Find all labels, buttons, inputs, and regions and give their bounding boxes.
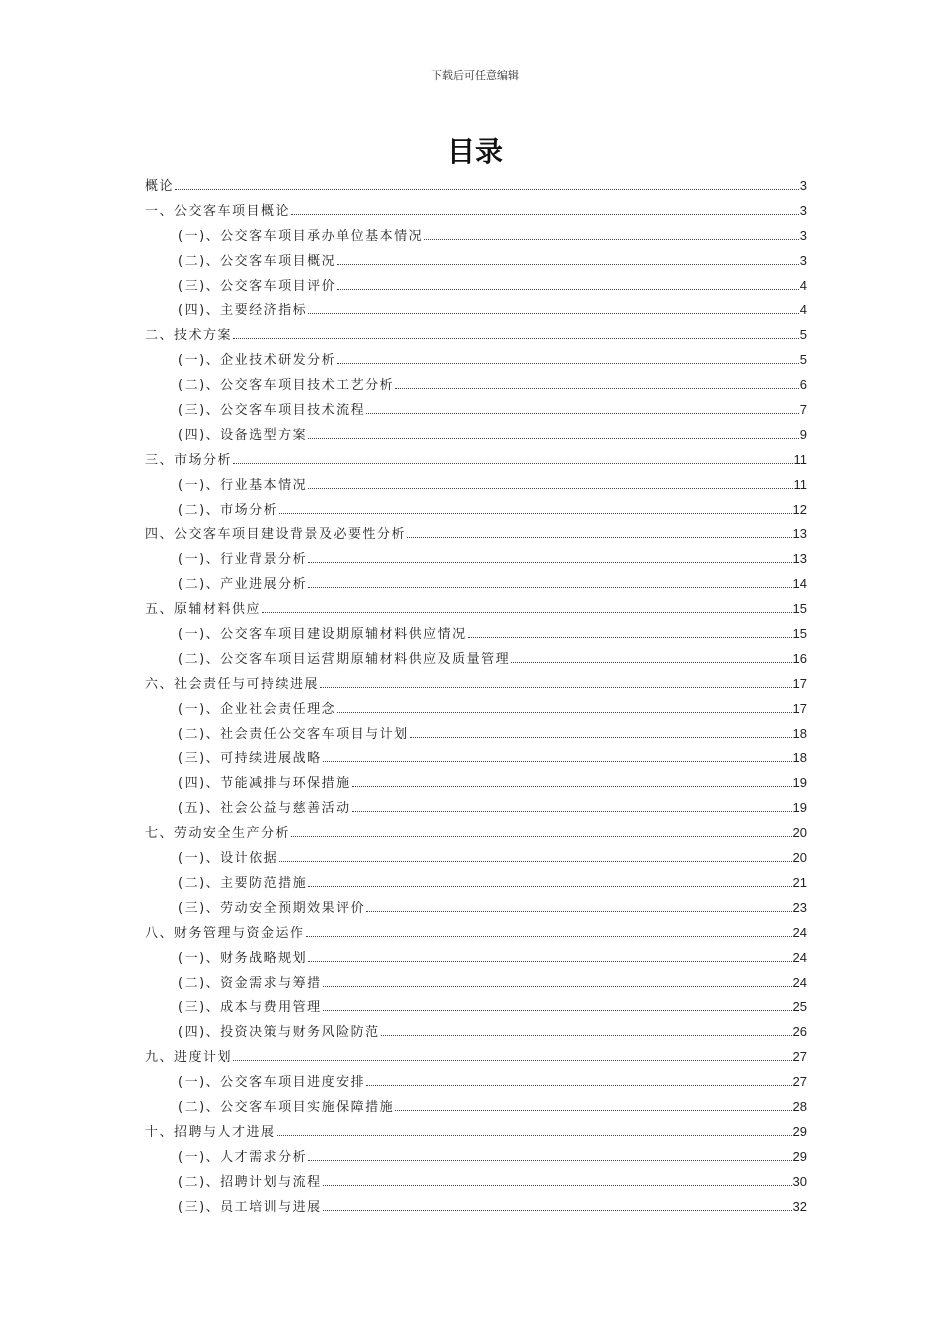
toc-entry-page-number: 29 (792, 1148, 807, 1164)
toc-entry-page-number: 30 (792, 1173, 807, 1189)
toc-entry-page-number: 3 (799, 202, 807, 218)
toc-entry-label: 二、技术方案 (145, 328, 233, 344)
toc-entry-label: (一)、设计依据 (178, 851, 279, 867)
dot-leader (366, 911, 791, 912)
toc-entry-label: (三)、成本与费用管理 (178, 1000, 322, 1016)
toc-entry[interactable] (145, 598, 807, 623)
toc-entry-label: (四)、节能减排与环保措施 (178, 776, 351, 792)
dot-leader (279, 861, 791, 862)
toc-entry[interactable] (145, 523, 807, 548)
dot-leader (323, 1010, 792, 1011)
toc-subentry[interactable] (145, 698, 807, 723)
toc-entry-page-number: 24 (792, 974, 807, 990)
toc-subentry[interactable] (145, 299, 807, 324)
toc-entry[interactable] (145, 673, 807, 698)
dot-leader (279, 513, 791, 514)
dot-leader (291, 836, 792, 837)
dot-leader (291, 214, 799, 215)
toc-subentry[interactable] (145, 424, 807, 449)
toc-subentry[interactable] (145, 474, 807, 499)
toc-entry-label: (二)、资金需求与筹措 (178, 975, 322, 991)
toc-entry-label: 概论 (145, 179, 175, 194)
toc-subentry[interactable] (145, 648, 807, 673)
dot-leader (323, 1210, 792, 1211)
dot-leader (175, 189, 799, 190)
toc-entry-label: 五、原辅材料供应 (145, 602, 262, 618)
toc-subentry[interactable] (145, 399, 807, 424)
toc-subentry[interactable] (145, 772, 807, 797)
dot-leader (308, 1160, 791, 1161)
toc-entry-label: 十、招聘与人才进展 (145, 1124, 276, 1140)
toc-entry-label: (一)、行业基本情况 (178, 477, 308, 493)
toc-subentry[interactable] (145, 1171, 807, 1196)
toc-entry-page-number: 26 (792, 1024, 807, 1040)
dot-leader (395, 1110, 791, 1111)
dot-leader (337, 363, 799, 364)
toc-subentry[interactable] (145, 225, 807, 250)
toc-entry-page-number: 20 (792, 850, 807, 866)
toc-subentry[interactable] (145, 996, 807, 1021)
toc-entry-label: (二)、公交客车项目概况 (178, 253, 337, 269)
dot-leader (277, 1135, 792, 1136)
toc-entry-label: (一)、公交客车项目承办单位基本情况 (178, 228, 424, 244)
toc-entry-page-number: 18 (792, 725, 807, 741)
toc-entry-page-number: 28 (792, 1098, 807, 1114)
toc-entry-page-number: 23 (792, 899, 807, 915)
toc-entry-page-number: 11 (793, 451, 807, 467)
toc-subentry[interactable] (145, 972, 807, 997)
toc-subentry[interactable] (145, 1096, 807, 1121)
toc-entry-page-number: 7 (799, 402, 807, 418)
header-note: 下载后可任意编辑 (431, 69, 519, 82)
toc-entry-page-number: 19 (792, 800, 807, 816)
toc-entry-label: (三)、劳动安全预期效果评价 (178, 900, 366, 916)
dot-leader (233, 1060, 792, 1061)
toc-subentry[interactable] (145, 349, 807, 374)
dot-leader (308, 313, 799, 314)
toc-entry-page-number: 29 (792, 1123, 807, 1139)
toc-subentry[interactable] (145, 897, 807, 922)
toc-subentry[interactable] (145, 847, 807, 872)
dot-leader (308, 961, 791, 962)
dot-leader (381, 1035, 792, 1036)
dot-leader (262, 612, 792, 613)
toc-subentry[interactable] (145, 573, 807, 598)
toc-entry-label: (一)、公交客车项目进度安排 (178, 1075, 366, 1091)
dot-leader (424, 239, 799, 240)
toc-entry-label: 八、财务管理与资金运作 (145, 925, 305, 941)
toc-entry[interactable] (145, 822, 807, 847)
toc-subentry[interactable] (145, 499, 807, 524)
toc-entry-page-number: 11 (793, 476, 807, 492)
toc-entry-page-number: 17 (792, 675, 807, 691)
toc-entry-label: (三)、可持续进展战略 (178, 751, 322, 767)
toc-subentry[interactable] (145, 872, 807, 897)
toc-entry-label: (三)、公交客车项目技术流程 (178, 403, 366, 419)
dot-leader (352, 811, 792, 812)
toc-subentry[interactable] (145, 947, 807, 972)
toc-entry-page-number: 20 (792, 825, 807, 841)
toc-entry-label: 九、进度计划 (145, 1050, 233, 1066)
toc-entry-page-number: 27 (792, 1049, 807, 1065)
toc-entry[interactable] (145, 922, 807, 947)
toc-subentry[interactable] (145, 275, 807, 300)
toc-entry-page-number: 6 (799, 377, 807, 393)
toc-entry-page-number: 24 (792, 949, 807, 965)
toc-entry-label: (三)、公交客车项目评价 (178, 278, 337, 294)
toc-entry-label: (二)、主要防范措施 (178, 875, 308, 891)
toc-entry-label: 一、公交客车项目概论 (145, 203, 291, 219)
toc-subentry[interactable] (145, 1196, 807, 1221)
toc-entry-label: (二)、公交客车项目技术工艺分析 (178, 378, 395, 394)
toc-subentry[interactable] (145, 1146, 807, 1171)
toc-entry-page-number: 25 (792, 999, 807, 1015)
toc-entry-page-number: 5 (799, 327, 807, 343)
toc-entry-page-number: 3 (799, 178, 807, 193)
toc-entry-page-number: 17 (792, 700, 807, 716)
dot-leader (308, 886, 791, 887)
toc-entry-page-number: 4 (799, 277, 807, 293)
toc-entry-label: 四、公交客车项目建设背景及必要性分析 (145, 527, 407, 543)
toc-entry-page-number: 13 (792, 551, 807, 567)
table-of-contents (145, 175, 807, 1220)
dot-leader (352, 786, 792, 787)
dot-leader (410, 737, 792, 738)
toc-entry-page-number: 9 (799, 426, 807, 442)
dot-leader (468, 637, 792, 638)
dot-leader (511, 662, 791, 663)
toc-entry-label: (二)、市场分析 (178, 502, 279, 518)
toc-entry[interactable] (145, 175, 807, 200)
dot-leader (306, 936, 792, 937)
toc-title: 目录 (446, 135, 503, 168)
dot-leader (337, 289, 799, 290)
toc-entry-page-number: 3 (799, 227, 807, 243)
toc-subentry[interactable] (145, 623, 807, 648)
toc-entry-label: 三、市场分析 (145, 452, 233, 468)
toc-entry-page-number: 32 (792, 1198, 807, 1214)
toc-entry-label: (三)、员工培训与进展 (178, 1199, 322, 1215)
toc-entry-label: (一)、企业技术研发分析 (178, 353, 337, 369)
dot-leader (323, 761, 792, 762)
toc-entry-label: (二)、社会责任公交客车项目与计划 (178, 726, 409, 742)
toc-subentry[interactable] (145, 1071, 807, 1096)
dot-leader (323, 1185, 792, 1186)
dot-leader (308, 438, 799, 439)
toc-entry-page-number: 16 (792, 650, 807, 666)
dot-leader (337, 264, 799, 265)
toc-entry-page-number: 24 (792, 924, 807, 940)
toc-subentry[interactable] (145, 797, 807, 822)
dot-leader (395, 388, 799, 389)
dot-leader (308, 562, 791, 563)
toc-subentry[interactable] (145, 548, 807, 573)
dot-leader (308, 587, 791, 588)
toc-entry-page-number: 12 (792, 501, 807, 517)
toc-entry-page-number: 27 (792, 1074, 807, 1090)
toc-entry-page-number: 18 (792, 750, 807, 766)
toc-subentry[interactable] (145, 723, 807, 748)
toc-entry-page-number: 13 (792, 526, 807, 542)
toc-entry-label: (二)、产业进展分析 (178, 577, 308, 593)
toc-entry-page-number: 15 (792, 626, 807, 642)
dot-leader (323, 986, 792, 987)
toc-entry-page-number: 5 (799, 352, 807, 368)
toc-entry-page-number: 15 (792, 601, 807, 617)
toc-entry-label: (四)、投资决策与财务风险防范 (178, 1025, 380, 1041)
toc-entry-label: (一)、公交客车项目建设期原辅材料供应情况 (178, 627, 467, 643)
toc-entry-label: (二)、公交客车项目实施保障措施 (178, 1099, 395, 1115)
dot-leader (366, 1085, 791, 1086)
toc-entry[interactable] (145, 449, 807, 474)
toc-entry[interactable] (145, 324, 807, 349)
toc-entry-page-number: 3 (799, 252, 807, 268)
toc-entry[interactable] (145, 1121, 807, 1146)
dot-leader (233, 463, 792, 464)
toc-entry-label: (四)、设备选型方案 (178, 427, 308, 443)
toc-entry-label: (五)、社会公益与慈善活动 (178, 801, 351, 817)
toc-subentry[interactable] (145, 747, 807, 772)
toc-entry-page-number: 14 (792, 576, 807, 592)
dot-leader (320, 687, 792, 688)
toc-entry-label: (二)、招聘计划与流程 (178, 1174, 322, 1190)
toc-entry-page-number: 21 (792, 874, 807, 890)
toc-entry-label: (一)、企业社会责任理念 (178, 701, 337, 717)
toc-entry-page-number: 19 (792, 775, 807, 791)
toc-entry[interactable] (145, 1046, 807, 1071)
dot-leader (407, 537, 792, 538)
toc-entry-label: (一)、行业背景分析 (178, 552, 308, 568)
toc-entry-label: (四)、主要经济指标 (178, 303, 308, 319)
toc-entry-label: (一)、财务战略规划 (178, 950, 308, 966)
toc-entry-label: 六、社会责任与可持续进展 (145, 676, 320, 692)
toc-subentry[interactable] (145, 374, 807, 399)
dot-leader (308, 488, 792, 489)
toc-subentry[interactable] (145, 1021, 807, 1046)
toc-entry-label: (二)、公交客车项目运营期原辅材料供应及质量管理 (178, 651, 511, 667)
dot-leader (233, 338, 799, 339)
dot-leader (337, 712, 791, 713)
toc-entry[interactable] (145, 200, 807, 225)
toc-entry-label: (一)、人才需求分析 (178, 1149, 308, 1165)
toc-entry-page-number: 4 (799, 302, 807, 318)
toc-subentry[interactable] (145, 250, 807, 275)
toc-entry-label: 七、劳动安全生产分析 (145, 826, 291, 842)
dot-leader (366, 413, 799, 414)
